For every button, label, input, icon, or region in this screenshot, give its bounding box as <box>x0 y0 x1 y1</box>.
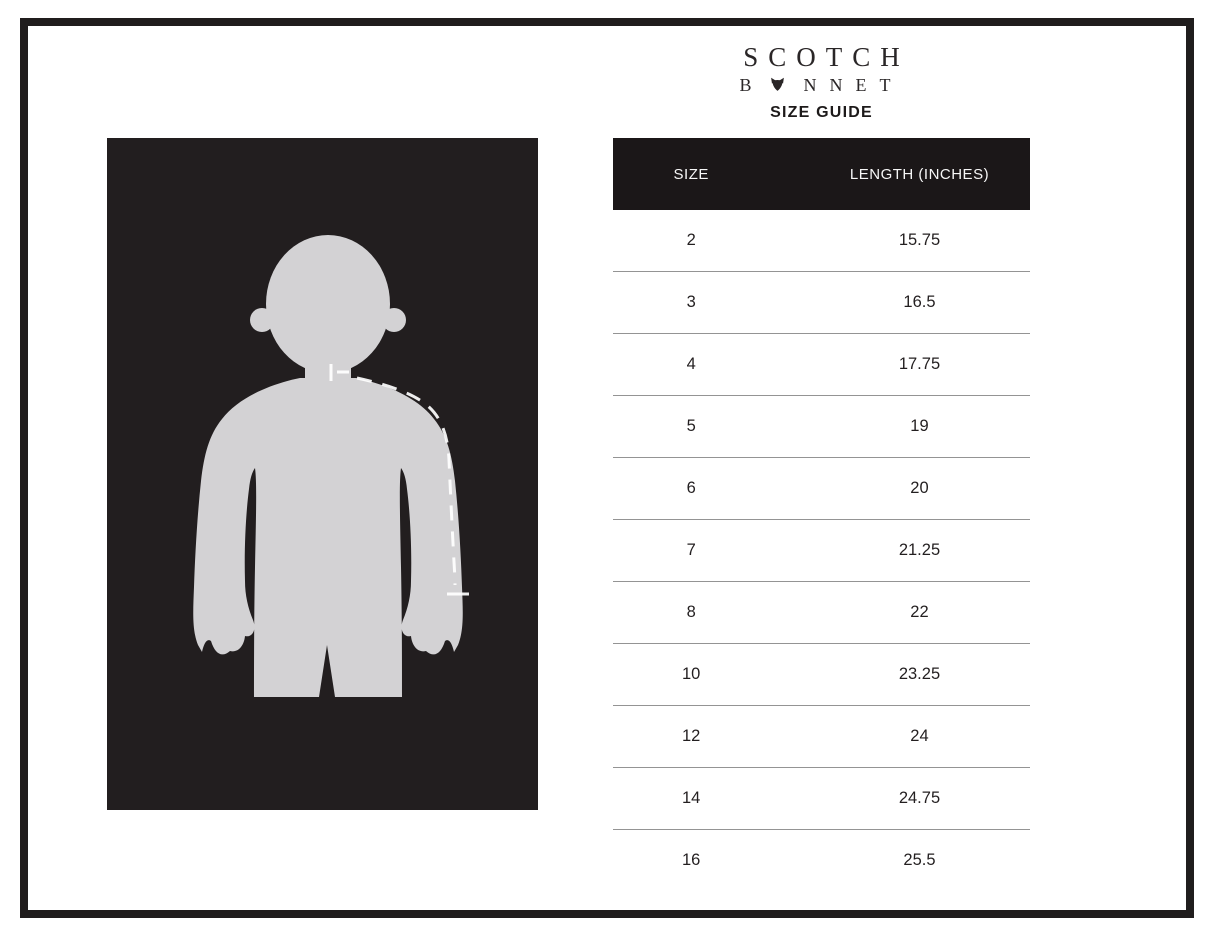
length-cell: 23.25 <box>898 665 941 683</box>
length-cell: 21.25 <box>898 541 941 559</box>
right-ear <box>382 308 406 332</box>
table-row <box>613 334 1030 396</box>
size-cell: 16 <box>682 851 701 869</box>
length-cell: 19 <box>910 417 929 435</box>
table-row <box>613 396 1030 458</box>
column-header-length: LENGTH (INCHES) <box>849 165 990 183</box>
measurement-figure-panel <box>107 138 538 810</box>
size-cell: 14 <box>682 789 701 807</box>
header-block <box>613 42 1030 122</box>
size-cell: 6 <box>686 479 696 497</box>
brand-name-line1: SCOTCH <box>743 42 910 72</box>
length-cell: 17.75 <box>898 355 941 373</box>
table-row <box>613 706 1030 768</box>
size-cell: 8 <box>686 603 696 621</box>
size-cell: 2 <box>686 231 696 249</box>
page-title: SIZE GUIDE <box>770 104 873 121</box>
size-cell: 7 <box>686 541 696 559</box>
length-cell: 24.75 <box>898 789 941 807</box>
table-row <box>613 830 1030 891</box>
size-cell: 12 <box>682 727 701 745</box>
table-row <box>613 520 1030 582</box>
brand-name-line2 <box>613 73 1030 97</box>
size-cell: 4 <box>686 355 696 373</box>
brand-logo <box>613 42 1030 97</box>
table-row <box>613 768 1030 830</box>
table-row <box>613 272 1030 334</box>
table-row <box>613 210 1030 272</box>
length-cell: 25.5 <box>903 851 936 869</box>
child-silhouette <box>193 235 463 697</box>
brand-line2-suffix: NNET <box>803 75 904 95</box>
column-header-size: SIZE <box>673 165 709 183</box>
table-row <box>613 458 1030 520</box>
length-cell: 24 <box>910 727 929 745</box>
table-row <box>613 582 1030 644</box>
brand-line2-prefix: B <box>739 75 765 95</box>
fox-emblem-icon <box>769 77 786 92</box>
length-cell: 15.75 <box>898 231 941 249</box>
left-ear <box>250 308 274 332</box>
length-cell: 16.5 <box>903 293 936 311</box>
size-cell: 10 <box>682 665 701 683</box>
neck <box>305 333 351 385</box>
size-cell: 3 <box>686 293 696 311</box>
size-table <box>613 138 1030 891</box>
page-frame <box>20 18 1194 918</box>
size-table-header <box>613 138 1030 210</box>
size-table-body <box>613 210 1030 891</box>
length-cell: 22 <box>910 603 929 621</box>
body-and-arms <box>193 378 463 697</box>
child-silhouette-figure <box>107 138 538 810</box>
size-cell: 5 <box>686 417 696 435</box>
table-row <box>613 644 1030 706</box>
length-cell: 20 <box>910 479 929 497</box>
